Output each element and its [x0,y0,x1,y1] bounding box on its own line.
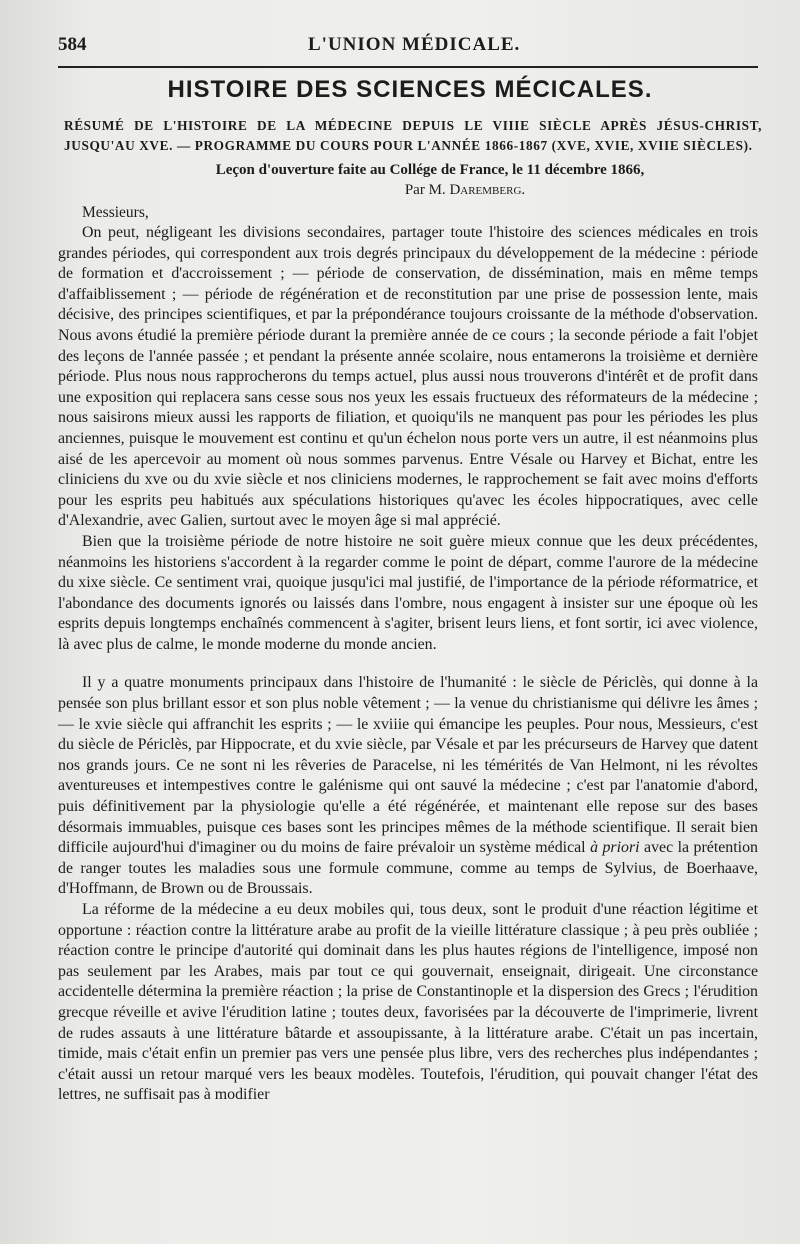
running-header [58,34,762,60]
paragraph-2: Bien que la troisième période de notre histoire ne soit guère mieux connue que les deux précédentes, néanmoins les historiens s'accordent à la regarder comme le point de départ, comme l'aurore de la médecine du xixe siècle. Ce sentiment vrai, quoique jusqu'ici mal justifié, de l'importance de la période réformatrice, et l'abondance des documents ignorés ou laissés dans l'ombre, nous engagent à insister sur une époque où les esprits depuis longtemps enchaînés commencent à s'agiter, brisent leurs liens, et font sortir, ici avec violence, là avec plus de calme, le monde moderne du monde ancien. [58,532,758,653]
paragraph-4: La réforme de la médecine a eu deux mobiles qui, tous deux, sont le produit d'une réaction légitime et opportune : réaction contre la littérature arabe au profit de la vieille littérature classique ; à peu près oubliée ; réaction contre le principe d'autorité qui dominait dans les plus hautes régions de l'intelligence, imposé non pas seulement par les Arabes, mais par tout ce qui gouvernait, enseignait, dirigeait. Une circonstance accidentelle détermina la première réaction ; la prise de Constantinople et la dispersion des Grecs ; l'érudition grecque réveille et avive l'érudition latine ; toutes deux, favorisées par la découverte de l'imprimerie, livrent de rudes assauts à une littérature bâtarde et assoupissante, à la littérature arabe. C'était un pas incertain, timide, mais c'était enfin un premier pas vers une pensée plus libre, vers des recherches plus indépendantes ; c'était aussi un retour marqué vers les beaux modèles. Toutefois, l'érudition, qui pouvait changer l'état des lettres, ne suffisait pas à modifier [58,901,758,1104]
lecture-line: Leçon d'ouverture faite au Collége de France, le 11 décembre 1866, [215,162,645,178]
author-name: Daremberg. [449,182,526,198]
section-title: HISTOIRE DES SCIENCES MÉCICALES. [167,76,653,103]
paragraph-3-text: Il y a quatre monuments principaux dans l'histoire de l'humanité : le siècle de Périclès, qui donne à la pensée son plus brillant essor et son plus noble vêtement ; — la venue du christianisme qui délivre les âmes ; — le xvie siècle qui affranchit les esprits ; — le xviiie qui émancipe les peuples. Pour nous, Messieurs, c'est du siècle de Périclès, par Hippocrate, et du xvie siècle, par Vésale et par les précurseurs de Harvey que datent nos grands jours. Ce ne sont ni les rêveries de Paracelse, ni les témérités de Van Helmont, ni les révoltes aventureuses et intempestives contre le galénisme qui ont sauvé la médecine ; c'est par l'anatomie d'abord, puis définitivement par la physiologie qu'elle a été régénérée, et maintenant elle repose sur des bases désormais immuables, puisque ces bases sont les principes mêmes de la méthode scientifique. Il serait bien difficile aujourd'hui d'imaginer ou du moins de faire prévaloir un système médical [58,674,758,857]
salutation: Messieurs, [82,204,149,221]
paragraph-3 [58,673,758,900]
italic-phrase: à priori [590,839,640,857]
journal-title: L'UNION MÉDICALE. [308,34,521,55]
page-bottom-fade [0,1204,800,1244]
paragraph-1: On peut, négligeant les divisions secondaires, partager toute l'histoire des sciences médicales en trois grandes périodes, qui correspondent aux trois degrés principaux du développement de la médecine : période de formation et d'accroissement ; — période de conservation, de dissémination, mais en même temps d'affaiblissement ; — période de régénération et de reconstitution par une prise de possession lente, mais décisive, des principes scientifiques, et par la prépondérance toujours croissante de la méthode d'observation. Nous avons étudié la première période durant la première année de ce cours ; la seconde période a fait l'objet des leçons de l'année passée ; et pendant la présente année scolaire, nous entamerons la troisième et dernière période. Plus nous nous rapprocherons du temps actuel, plus aussi nous trouverons d'intérêt et de profit dans une exposition qui replacera sans cesse sous nos yeux les essais fructueux des réformateurs de la médecine ; nous saisirons mieux aussi les rapports de filiation, et quoiqu'ils ne manquent pas pour les périodes les plus anciennes, puisque le mouvement est continu et qu'un échelon nous porte vers un autre, il est néanmoins plus aisé de les apercevoir au moment où nous sommes parvenus. Entre Vésale ou Harvey et Bichat, entre les cliniciens du xve ou du xvie siècle et nos cliniciens modernes, le rapprochement se fait avec moins d'efforts pour les esprits peu habitués aux spéculations historiques qu'avec les écoles hippocratiques, avec celle d'Alexandrie, avec Galien, surtout avec le moyen âge si mal apprécié. [58,224,758,530]
author-prefix: Par M. [404,182,446,198]
page-number: 584 [58,34,87,55]
paragraph-3-tail: avec la prétention de ranger toutes les maladies sous une formule commune, comme au temps de Sylvius, de Boerhaave, d'Hoffmann, de Brown ou de Broussais. [58,839,758,898]
header-rule [58,66,758,68]
author-line [168,182,762,199]
article-subtitle: RÉSUMÉ DE L'HISTOIRE DE LA MÉDECINE DEPUIS LE VIIIE SIÈCLE APRÈS JÉSUS-CHRIST, JUSQU'AU XVE. — PROGRAMME DU COURS POUR L'ANNÉE 1866-1867 (XVE, XVIE, XVIIE SIÈCLES). [64,118,762,153]
